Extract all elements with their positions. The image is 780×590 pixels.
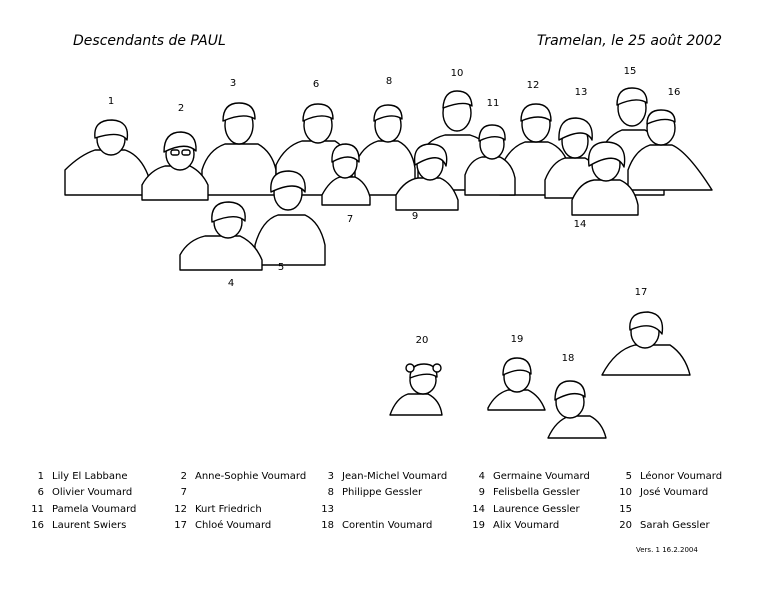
legend-name: Laurent Swiers bbox=[52, 520, 127, 531]
legend-name: Felisbella Gessler bbox=[493, 487, 580, 498]
figure-number-4: 4 bbox=[227, 278, 235, 289]
version-note: Vers. 1 16.2.2004 bbox=[636, 546, 698, 554]
legend-entry bbox=[478, 469, 590, 485]
figure-number-13: 13 bbox=[574, 87, 588, 98]
legend-number: 10 bbox=[619, 487, 632, 498]
legend-entry bbox=[472, 518, 560, 534]
legend-number: 12 bbox=[174, 504, 187, 515]
legend-number: 11 bbox=[31, 504, 44, 515]
legend-name: Lily El Labbane bbox=[52, 471, 128, 482]
figure-number-5: 5 bbox=[277, 262, 285, 273]
legend-number: 15 bbox=[619, 504, 632, 515]
legend-entry bbox=[37, 469, 128, 485]
figure-2 bbox=[142, 132, 208, 200]
figure-1 bbox=[65, 120, 148, 195]
legend-number: 1 bbox=[37, 471, 44, 482]
figure-number-3: 3 bbox=[229, 78, 237, 89]
legend-number: 19 bbox=[472, 520, 485, 531]
figure-number-8: 8 bbox=[385, 76, 393, 87]
legend-number: 9 bbox=[478, 487, 485, 498]
figure-20 bbox=[390, 364, 442, 415]
figure-number-1: 1 bbox=[107, 96, 115, 107]
legend-number: 20 bbox=[619, 520, 632, 531]
legend-entry bbox=[619, 485, 709, 501]
legend-number: 18 bbox=[321, 520, 334, 531]
legend-number: 16 bbox=[31, 520, 44, 531]
legend-name: Chloé Voumard bbox=[195, 520, 272, 531]
legend-name: Jean-Michel Voumard bbox=[342, 471, 448, 482]
legend-entry bbox=[31, 518, 127, 534]
figure-number-9: 9 bbox=[411, 211, 419, 222]
legend-name: Léonor Voumard bbox=[640, 471, 723, 482]
legend-entry bbox=[37, 485, 133, 501]
legend-entry bbox=[174, 518, 272, 534]
figure-number-12: 12 bbox=[526, 80, 540, 91]
figure-17 bbox=[602, 312, 690, 375]
figure-19 bbox=[488, 358, 545, 410]
figure-number-17: 17 bbox=[634, 287, 648, 298]
legend-entry bbox=[619, 518, 710, 534]
legend-name: Corentin Voumard bbox=[342, 520, 433, 531]
legend-name: Laurence Gessler bbox=[493, 504, 580, 515]
legend-entry bbox=[327, 469, 448, 485]
figure-4 bbox=[180, 202, 262, 270]
legend-name: Pamela Voumard bbox=[52, 504, 137, 515]
legend-name: Alix Voumard bbox=[493, 520, 560, 531]
legend-entry bbox=[174, 502, 262, 518]
figure-number-15: 15 bbox=[623, 66, 637, 77]
legend-number: 6 bbox=[37, 487, 44, 498]
figure-number-19: 19 bbox=[510, 334, 524, 345]
figure-number-16: 16 bbox=[667, 87, 681, 98]
legend-name: Olivier Voumard bbox=[52, 487, 133, 498]
legend-number: 8 bbox=[327, 487, 334, 498]
legend-entry bbox=[327, 485, 423, 501]
legend-name: Sarah Gessler bbox=[640, 520, 710, 531]
legend-name: Anne-Sophie Voumard bbox=[195, 471, 307, 482]
name-legend bbox=[20, 469, 760, 537]
figure-number-20: 20 bbox=[415, 335, 429, 346]
legend-number: 3 bbox=[327, 471, 334, 482]
figure-number-6: 6 bbox=[312, 79, 320, 90]
legend-name: Germaine Voumard bbox=[493, 471, 590, 482]
legend-entry bbox=[31, 502, 137, 518]
legend-name: Philippe Gessler bbox=[342, 487, 423, 498]
legend-entry bbox=[472, 502, 580, 518]
legend-number: 13 bbox=[321, 504, 334, 515]
figure-18 bbox=[548, 381, 606, 438]
place-date: Tramelan, le 25 août 2002 bbox=[536, 33, 722, 49]
figure-8 bbox=[355, 105, 415, 195]
figure-number-18: 18 bbox=[561, 353, 575, 364]
figure-number-14: 14 bbox=[573, 219, 587, 230]
figure-number-7: 7 bbox=[346, 214, 354, 225]
legend-entry bbox=[321, 518, 433, 534]
legend-number: 17 bbox=[174, 520, 187, 531]
legend-number: 7 bbox=[180, 487, 187, 498]
document-title: Descendants de PAUL bbox=[73, 33, 226, 49]
legend-entry bbox=[180, 469, 307, 485]
legend-number: 5 bbox=[625, 471, 632, 482]
legend-number: 2 bbox=[180, 471, 187, 482]
legend-entry bbox=[478, 485, 580, 501]
figure-number-10: 10 bbox=[450, 68, 464, 79]
legend-number: 4 bbox=[478, 471, 485, 482]
legend-number: 14 bbox=[472, 504, 485, 515]
figure-3 bbox=[202, 103, 276, 195]
figure-number-11: 11 bbox=[486, 98, 500, 109]
legend-name: José Voumard bbox=[640, 487, 709, 498]
figure-number-2: 2 bbox=[177, 103, 185, 114]
legend-name: Kurt Friedrich bbox=[195, 504, 262, 515]
legend-entry bbox=[625, 469, 723, 485]
